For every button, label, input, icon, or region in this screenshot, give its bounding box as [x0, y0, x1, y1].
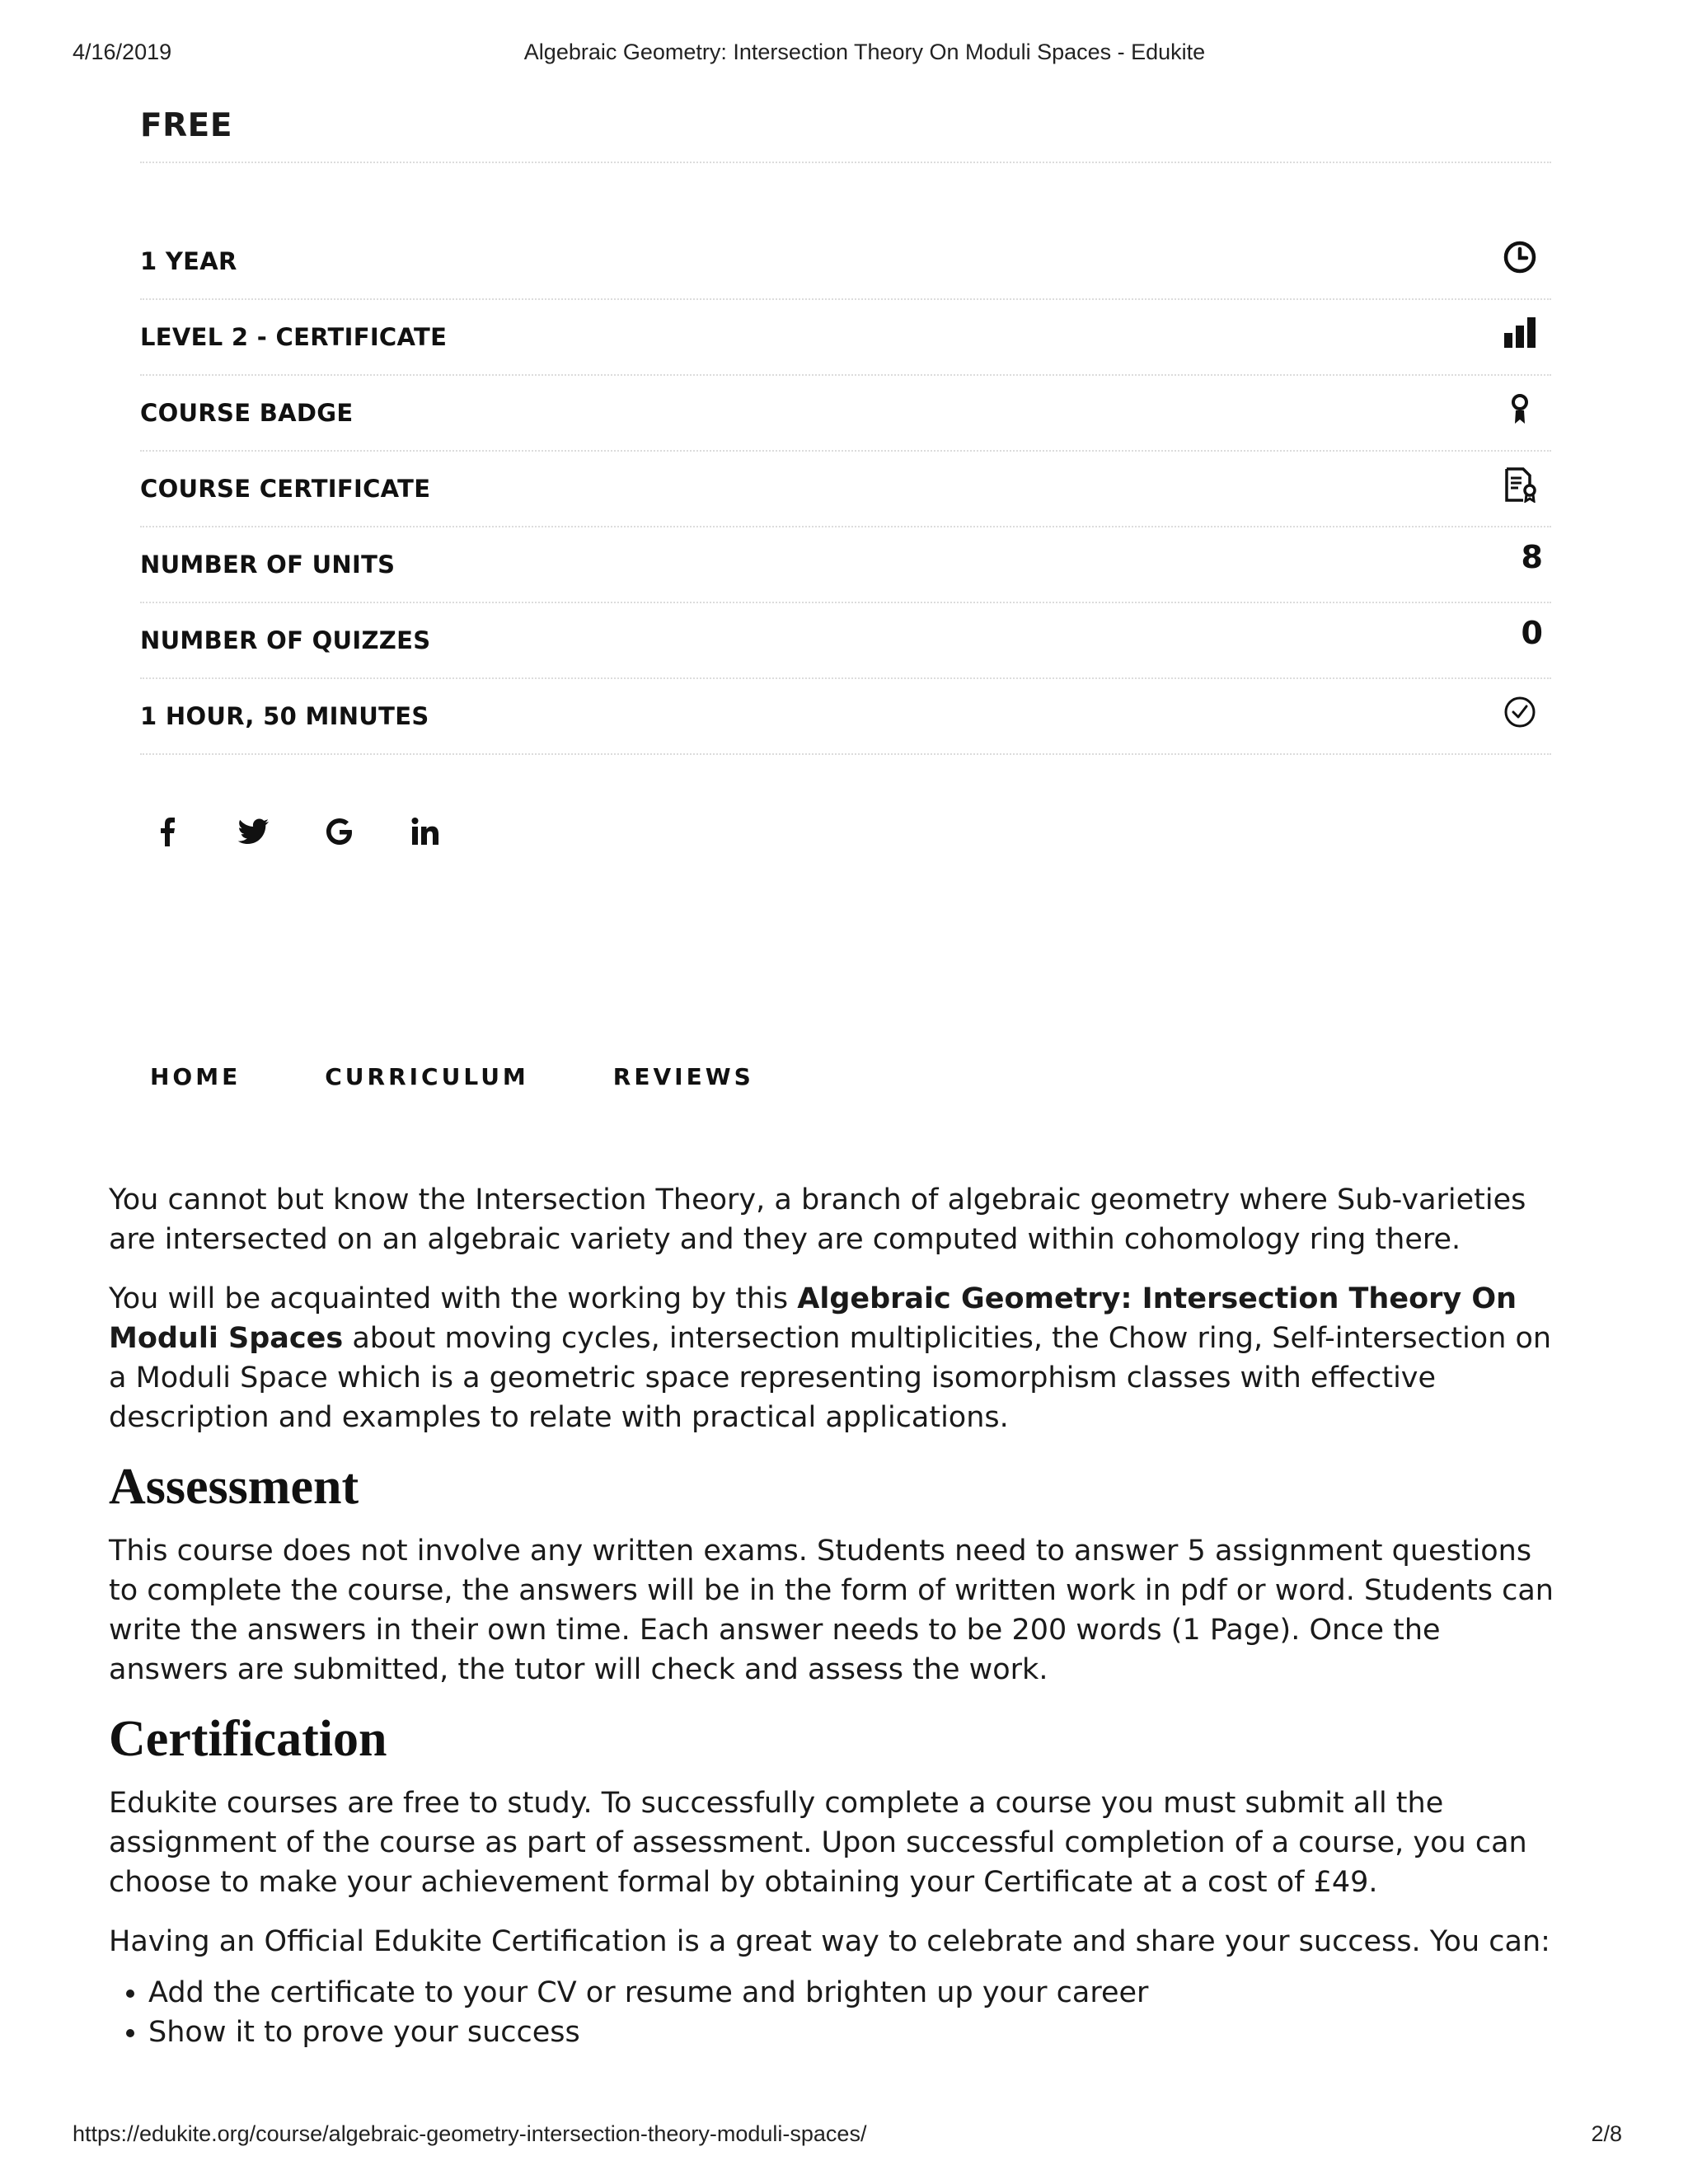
certification-benefits-intro: Having an Official Edukite Certification is a great way to celebrate and share your success. You can: [109, 1925, 1550, 1958]
bar-chart-icon [1495, 308, 1545, 358]
tab-reviews[interactable]: REVIEWS [612, 1063, 754, 1090]
twitter-icon[interactable] [234, 812, 274, 851]
info-label: 1 HOUR, 50 MINUTES [140, 702, 429, 730]
info-label: NUMBER OF UNITS [140, 551, 396, 579]
info-row-level [140, 300, 1551, 376]
course-description [109, 1180, 1559, 2052]
print-page-title: Algebraic Geometry: Intersection Theory On Moduli Spaces - Edukite [523, 40, 1206, 64]
units-count: 8 [1521, 539, 1543, 575]
certification-heading: Certification [109, 1711, 387, 1767]
tab-curriculum[interactable]: CURRICULUM [325, 1063, 529, 1090]
clock-icon [1495, 232, 1545, 282]
list-item: • Show it to prove your success [148, 2013, 1559, 2052]
facebook-icon[interactable] [148, 812, 188, 851]
benefits-list [109, 1973, 1559, 2052]
course-tabs [150, 1063, 754, 1090]
social-share [148, 812, 445, 851]
list-item: • Add the certificate to your CV or resume and brighten up your career [148, 1973, 1559, 2013]
certificate-icon [1495, 460, 1545, 509]
page-number: 2/8 [1591, 2121, 1622, 2146]
course-info-list [140, 224, 1551, 755]
course-price: FREE [140, 107, 232, 144]
info-row-duration [140, 224, 1551, 300]
divider [140, 162, 1551, 163]
info-label: 1 YEAR [140, 247, 237, 275]
google-icon[interactable] [320, 812, 359, 851]
info-row-badge [140, 376, 1551, 452]
intro-paragraph: You cannot but know the Intersection Theory, a branch of algebraic geometry where Sub-varieties are intersected on an algebraic variety and they are computed within cohomology ring there. [109, 1183, 1526, 1256]
info-row-quizzes [140, 603, 1551, 679]
tab-home[interactable]: HOME [150, 1063, 241, 1090]
certification-paragraph: Edukite courses are free to study. To successfully complete a course you must submit all the assignment of the course as part of assessment. Upon successful completion of a course, you can choose to make your achievement formal by obtaining your Certificate at a cost of £49. [109, 1787, 1527, 1899]
info-label: COURSE BADGE [140, 399, 354, 427]
print-header [0, 40, 1688, 68]
info-row-certificate [140, 452, 1551, 527]
course-name-bold: Algebraic Geometry: Intersection Theory On Moduli Spaces [109, 1282, 1517, 1355]
badge-icon [1495, 384, 1545, 434]
intro-text-after: about moving cycles, intersection multiplicities, the Chow ring, Self-intersection on a Moduli Space which is a geometric space representing isomorphism classes with effective description and examples to relate with practical applications. [109, 1322, 1552, 1434]
linkedin-icon[interactable] [406, 812, 445, 851]
info-row-time [140, 679, 1551, 755]
info-row-units [140, 527, 1551, 603]
print-date: 4/16/2019 [73, 40, 172, 64]
info-label: NUMBER OF QUIZZES [140, 626, 431, 654]
intro-text-before: You will be acquainted with the working by this [109, 1282, 798, 1315]
assessment-paragraph: This course does not involve any written exams. Students need to answer 5 assignment questions to complete the course, the answers will be in the form of written work in pdf or word. Students can write the answers in their own time. Each answer needs to be 200 words (1 Page). Once the answers are submitted, the tutor will check and assess the work. [109, 1535, 1554, 1686]
print-url: https://edukite.org/course/algebraic-geometry-intersection-theory-moduli-spaces/ [73, 2121, 867, 2146]
assessment-heading: Assessment [109, 1459, 359, 1515]
info-label: LEVEL 2 - CERTIFICATE [140, 323, 448, 351]
intro-paragraph-2 [109, 1279, 1559, 1437]
print-footer [0, 2121, 1688, 2149]
check-circle-icon [1495, 687, 1545, 737]
quizzes-count: 0 [1521, 615, 1543, 651]
info-label: COURSE CERTIFICATE [140, 475, 431, 503]
